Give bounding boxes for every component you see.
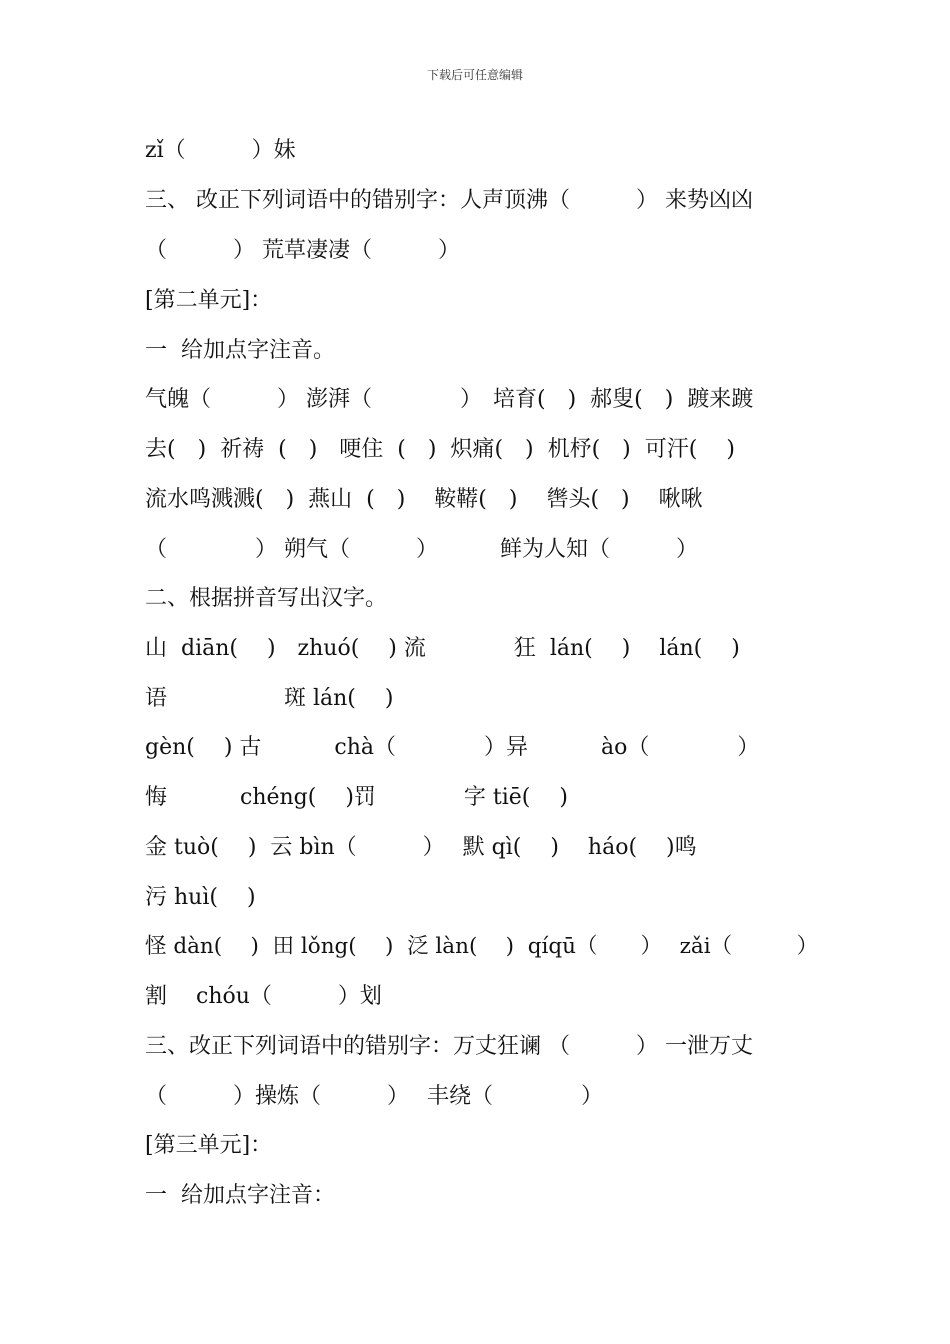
section-heading-unit-3: [第三单元]： [145, 1133, 273, 1158]
text-line-3: （ ） 荒草凄凄（ ） [145, 238, 460, 263]
text-line-9: （ ） 朔气（ ） 鲜为人知（ ） [145, 537, 698, 562]
text-line-14: 悔 chéng( )罚 字 tiē( ) [145, 785, 568, 810]
text-line-13: gèn( ) 古 chà（ ）异 ào（ ） [145, 735, 760, 760]
text-line-11: 山 diān( ) zhuó( ) 流 狂 lán( ) lán( ) [145, 636, 740, 661]
text-line-19: 三、改正下列词语中的错别字：万丈狂谰 （ ） 一泄万丈 [145, 1034, 753, 1059]
text-line-5: 一 给加点字注音。 [145, 338, 335, 363]
text-line-7: 去( ) 祈祷 ( ) 哽住 ( ) 炽痛( ) 机杼( ) 可汗( ) [145, 437, 735, 462]
text-line-8: 流水鸣溅溅( ) 燕山 ( ) 鞍鞯( ) 辔头( ) 啾啾 [145, 487, 703, 512]
section-heading-unit-2: [第二单元]： [145, 288, 273, 313]
text-line-10: 二、根据拼音写出汉字。 [145, 586, 388, 611]
page-header: 下载后可任意编辑 [426, 68, 523, 82]
text-line-18: 割 chóu（ ）划 [145, 984, 382, 1009]
text-line-22: 一 给加点字注音： [145, 1183, 335, 1208]
text-line-15: 金 tuò( ) 云 bìn（ ） 默 qì( ) háo( )鸣 [145, 835, 697, 860]
text-line-20: （ ）操炼（ ） 丰绕（ ） [145, 1084, 603, 1109]
text-line-16: 污 huì( ) [145, 885, 256, 910]
text-line-2: 三、 改正下列词语中的错别字：人声顶沸（ ） 来势凶凶 [145, 188, 753, 213]
text-line-1: zǐ（ ）妹 [145, 138, 296, 163]
text-line-6: 气魄（ ） 澎湃（ ） 培育( ) 郝叟( ) 踱来踱 [145, 387, 754, 412]
text-line-17: 怪 dàn( ) 田 lǒng( ) 泛 làn( ) qíqū（ ） zǎi（ ） [145, 934, 819, 959]
text-line-12: 语 斑 lán( ) [145, 686, 394, 711]
